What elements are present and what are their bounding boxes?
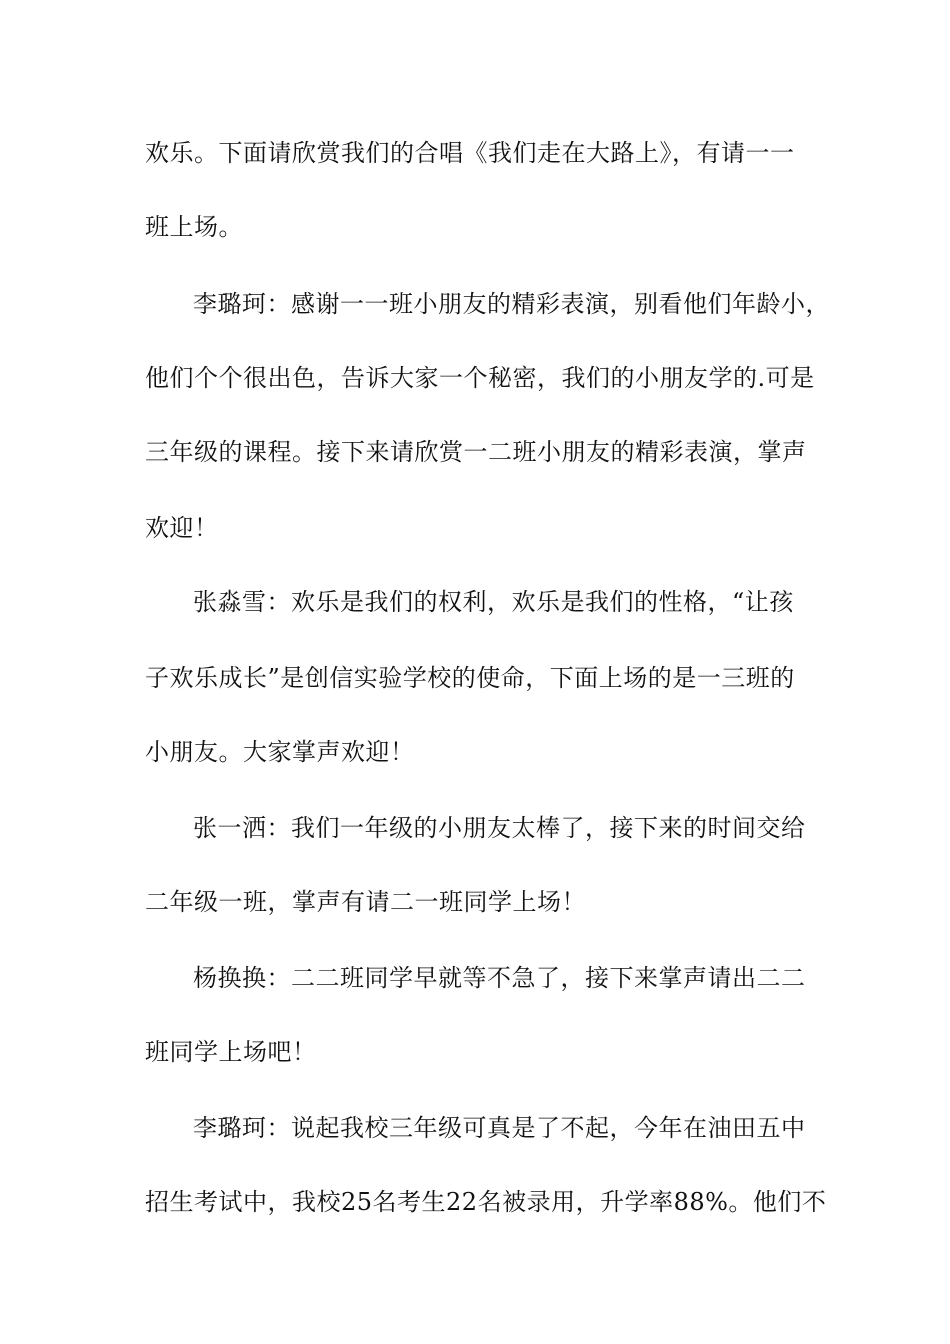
paragraph-start-line: 李璐珂：说起我校三年级可真是了不起，今年在油田五中 <box>193 1114 806 1142</box>
text-line: 子欢乐成长”是创信实验学校的使命，下面上场的是一三班的 <box>145 664 795 692</box>
text-line: 三年级的课程。接下来请欣赏一二班小朋友的精彩表演，掌声 <box>145 438 807 466</box>
paragraph-start-line: 杨换换：二二班同学早就等不急了，接下来掌声请出二二 <box>193 964 806 992</box>
text-line: 招生考试中，我校25名考生22名被录用，升学率88%。他们不 <box>145 1188 827 1216</box>
text-line: 他们个个很出色，告诉大家一个秘密，我们的小朋友学的.可是 <box>145 364 815 392</box>
text-line: 欢乐。下面请欣赏我们的合唱《我们走在大路上》，有请一一 <box>145 139 795 167</box>
text-line: 班上场。 <box>145 213 243 241</box>
text-line: 小朋友。大家掌声欢迎！ <box>145 738 415 766</box>
text-line: 欢迎！ <box>145 514 219 542</box>
text-line: 班同学上场吧！ <box>145 1038 317 1066</box>
paragraph-start-line: 张一洒：我们一年级的小朋友太棒了，接下来的时间交给 <box>193 814 806 842</box>
paragraph-start-line: 张淼雪：欢乐是我们的权利，欢乐是我们的性格，“让孩 <box>193 588 794 616</box>
paragraph-start-line: 李璐珂：感谢一一班小朋友的精彩表演，别看他们年龄小， <box>193 290 830 318</box>
text-line: 二年级一班，掌声有请二一班同学上场！ <box>145 888 586 916</box>
